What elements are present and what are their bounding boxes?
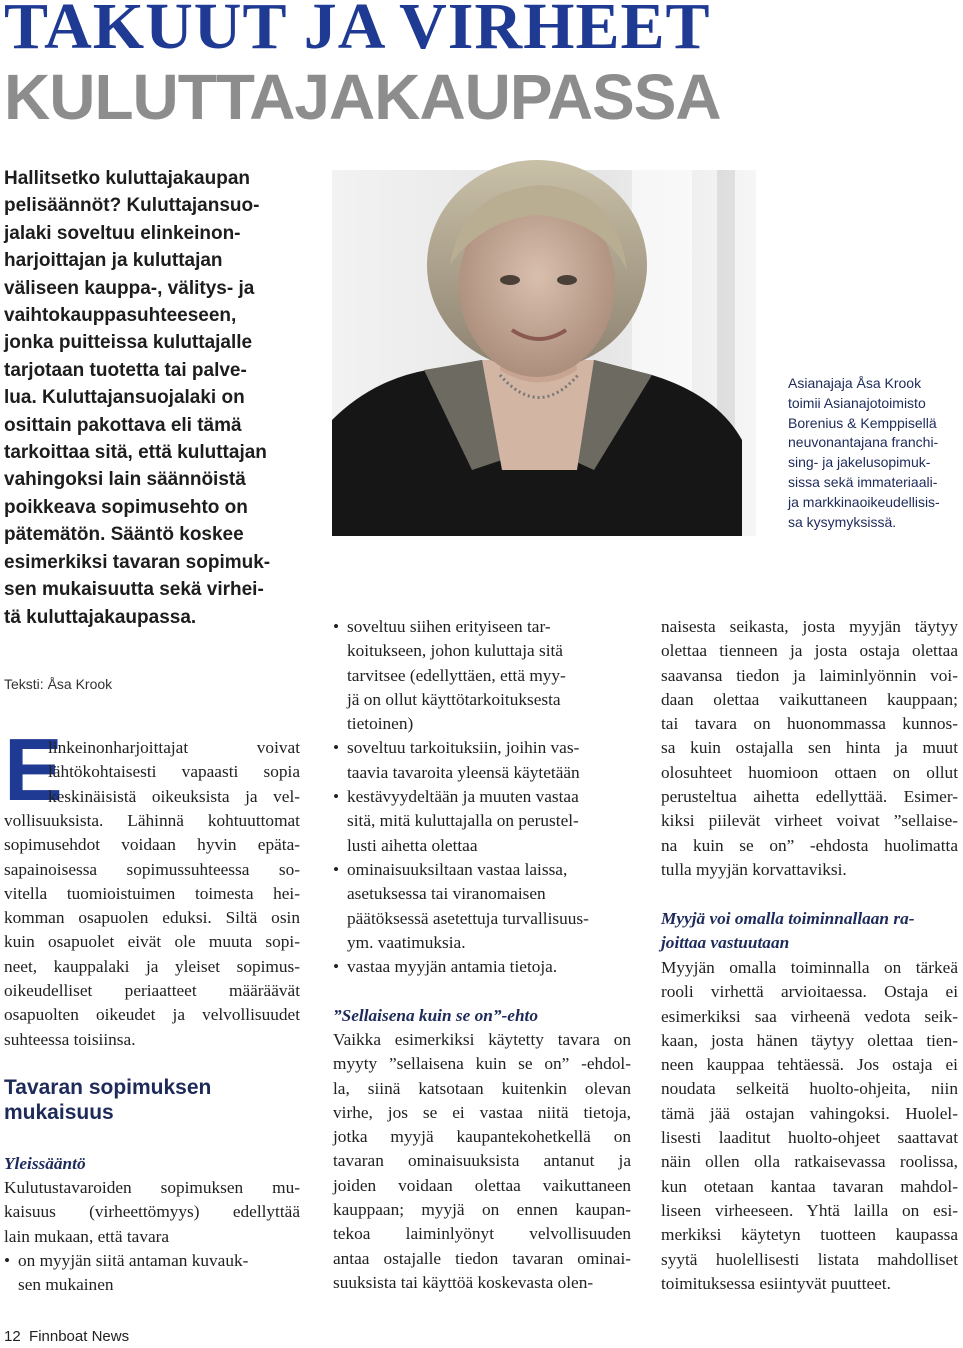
text-line: naisesta seikasta, josta myyjän täytyy: [661, 617, 958, 636]
text-line: • ominaisuuksiltaan vastaa laissa,: [347, 859, 568, 879]
text-line: tulla myyjän korvattaviksi.: [661, 859, 847, 879]
page-footer: [4, 1328, 129, 1345]
section1-paragraph: [4, 1176, 300, 1249]
text-line: • on myyjän siitä antaman kuvauk-: [18, 1251, 249, 1270]
text-line: osapuolten oikeudet ja velvollisuudet: [4, 1005, 300, 1025]
text-line: • soveltuu siihen erityiseen tar-: [347, 617, 551, 636]
text-line: tai tavara on huonommassa kunnos-: [661, 714, 958, 734]
right-paragraph-1: [661, 615, 958, 882]
text-line: Vaikka esimerkiksi käytetty tavara on: [333, 1030, 631, 1049]
text-line: sen mukaisuutta sekä virhei-: [4, 579, 264, 601]
text-line: ym. vaatimuksia.: [347, 932, 466, 952]
text-line: • soveltuu tarkoituksiin, joihin vas-: [347, 738, 580, 758]
text-line: sitä, mitä kuluttajalla on perustel-: [347, 811, 579, 831]
text-line: tietoinen): [347, 714, 414, 734]
intro-paragraph: [4, 809, 300, 1052]
text-line: • vastaa myyjän antamia tietoja.: [347, 957, 558, 977]
text-line: sa kysymyksissä.: [788, 513, 897, 530]
subheading-myyja: [661, 907, 914, 956]
text-line: taavia tavaroita yleensä käytetään: [347, 762, 580, 782]
bullet-item: [333, 785, 631, 858]
text-line: tarkoittaa sitä, että kuluttajan: [4, 442, 267, 464]
text-line: tarvitsee (edellyttäen, että myy-: [347, 665, 566, 685]
text-line: virhe, jos se ei vastaa niitä tietoja,: [333, 1102, 631, 1122]
text-line: tä kuluttajakaupassa.: [4, 606, 197, 628]
text-line: joittaa vastuutaan: [661, 933, 790, 953]
text-line: Tavaran sopimuksen: [4, 1076, 212, 1099]
page-number: 12: [4, 1328, 21, 1345]
text-line: neet, kauppalaki ja yleiset sopimus-: [4, 956, 300, 976]
article-title-line-1: TAKUUT JA VIRHEET: [4, 0, 711, 63]
bullet-item: [333, 955, 631, 979]
text-line: poikkeava sopimusehto on: [4, 496, 248, 518]
text-line: sa kuin ostajalla sen hinta ja muut: [661, 738, 958, 758]
text-line: myyty ”sellaisena kuin se on” -ehdol-: [333, 1054, 631, 1074]
text-line: keskinäisistä oikeuksista ja vel-: [48, 786, 300, 806]
text-line: liseen virheeseen. Yhtä lailla on esi-: [661, 1200, 958, 1220]
text-line: esimerkiksi saa virheenä vedota seik-: [661, 1006, 958, 1026]
text-line: väliseen kauppa-, välitys- ja: [4, 277, 255, 299]
text-line: sissa sekä immateriaali-: [788, 473, 938, 490]
drop-cap: E: [4, 720, 63, 819]
text-line: komman osapuolen eduksi. Siltä osin: [4, 908, 300, 928]
right-paragraph-2: [661, 956, 958, 1296]
text-line: jalaki soveltuu elinkeinon-: [4, 222, 241, 244]
text-line: osittain pakottava eli tämä: [4, 414, 242, 436]
text-line: • kestävyydeltään ja muuten vastaa: [347, 787, 579, 807]
publication-name: Finnboat News: [29, 1328, 130, 1345]
lead-paragraph: [4, 165, 299, 631]
text-line: vahingoksi lain säännöistä: [4, 469, 246, 491]
text-line: lain mukaan, että tavara: [4, 1226, 170, 1246]
text-line: jonka puitteissa kuluttajalle: [4, 332, 253, 354]
text-line: merkiksi käytetyn tuotteen kaupassa: [661, 1225, 958, 1245]
text-line: kauppaan; myyjä on ennen kaupan-: [333, 1200, 631, 1220]
text-line: vollisuuksista. Lähinnä kohtuuttomat: [4, 811, 300, 830]
text-line: kaisuus (virheettömyys) edellyttää: [4, 1202, 300, 1222]
text-line: Myyjän omalla toiminnalla on tärkeä: [661, 958, 958, 977]
text-line: tarjotaan tuotetta tai palve-: [4, 359, 247, 381]
text-line: suhteessa toisiinsa.: [4, 1029, 136, 1049]
portrait-image: [332, 170, 756, 536]
bullet-item: [333, 615, 631, 736]
text-line: daan olettaa vaikuttaneen kauppaan;: [661, 689, 958, 709]
text-line: esimerkiksi tavaran sopimuk-: [4, 551, 271, 573]
text-line: päätöksessä asetettuja turvallisuus-: [347, 908, 589, 928]
author-photo: [332, 170, 756, 536]
text-line: jotka myyjä kaupantekohetkellä on: [333, 1127, 631, 1147]
text-line: harjoittajan ja kuluttajan: [4, 250, 223, 272]
text-line: linkeinonharjoittajat voivat: [48, 738, 300, 757]
text-line: lua. Kuluttajansuojalaki on: [4, 387, 245, 409]
text-line: lisesti laaditut huolto-ohjeet saattavat: [661, 1128, 958, 1148]
text-line: asetuksessa tai viranomaisen: [347, 884, 546, 904]
text-line: pätemätön. Sääntö koskee: [4, 524, 244, 546]
bullet-item: [333, 736, 631, 785]
text-line: koitukseen, johon kuluttaja sitä: [347, 641, 563, 661]
intro-cap-lines: [48, 736, 300, 809]
text-line: na kuin se on” -ehdosta huolimatta: [661, 835, 958, 855]
text-line: oikeudelliset periaatteet määräävät: [4, 981, 300, 1001]
text-line: rooli virhettä arvioitaessa. Ostaja ei: [661, 982, 958, 1002]
middle-paragraph: [333, 1028, 631, 1295]
text-line: vitella tuomioistuimen toimesta hei-: [4, 883, 300, 903]
section-heading: [4, 1075, 211, 1125]
text-line: lusti aihetta olettaa: [347, 835, 478, 855]
text-line: sen mukainen: [18, 1275, 114, 1295]
text-line: Borenius & Kemppisellä: [788, 414, 937, 431]
subheading-sellaisena: ”Sellaisena kuin se on”-ehto: [333, 1006, 539, 1025]
text-line: Asianajaja Åsa Krook: [788, 375, 922, 391]
text-line: tekoa laiminlyönyt velvollisuuden: [333, 1224, 631, 1244]
text-line: näin ollen olla ratkaisevassa roolissa,: [661, 1152, 958, 1172]
text-line: tämä jää ostajan vahingoksi. Huolel-: [661, 1103, 958, 1123]
text-line: ja markkinaoikeudellisis-: [788, 493, 940, 510]
photo-caption: [788, 374, 963, 532]
text-line: jä on ollut käyttötarkoituksesta: [347, 689, 561, 709]
bullet-item: [4, 1249, 300, 1298]
section1-bullets: [4, 1249, 300, 1298]
text-line: toimituksessa esiintyvät puutteet.: [661, 1273, 891, 1293]
text-line: kuin osapuolet eivät ole muuta sopi-: [4, 932, 300, 952]
text-line: pelisäännöt? Kuluttajansuo-: [4, 195, 260, 217]
text-line: toimii Asianajotoimisto: [788, 394, 926, 411]
text-line: neuvonantajana franchi-: [788, 434, 939, 451]
byline: Teksti: Åsa Krook: [4, 676, 113, 692]
text-line: sapainoisessa sopimussuhteessa so-: [4, 859, 300, 879]
text-line: Kulutustavaroiden sopimuksen mu-: [4, 1178, 300, 1197]
text-line: perusteltua aihetta edellyttää. Esimer-: [661, 787, 958, 807]
text-line: olettaa tienneen ja josta ostaja olettaa: [661, 641, 958, 661]
text-line: antaa ostajalle tiedon tavaran ominai-: [333, 1248, 631, 1268]
text-line: sing- ja jakelusopimuk-: [788, 454, 931, 471]
middle-bullets: [333, 615, 631, 979]
text-line: Hallitsetko kuluttajakaupan: [4, 168, 251, 189]
text-line: vaihtokauppasuhteeseen,: [4, 305, 237, 327]
text-line: tavaran ominaisuuksista antanut ja: [333, 1151, 631, 1171]
text-line: saavansa tiedon ja laiminlyönnin voi-: [661, 665, 958, 685]
text-line: kun otetaan kantaa tavaran mahdol-: [661, 1176, 958, 1196]
text-line: suuksista tai käyttöä koskevasta olen-: [333, 1272, 594, 1292]
text-line: olosuhteet huomioon ottaen on ollut: [661, 762, 958, 782]
text-line: sopimusehdot voidaan hyvin epäta-: [4, 835, 300, 855]
text-line: joiden voidaan olettaa vaikuttaneen: [333, 1175, 631, 1195]
text-line: syytä huolellisesti listata mahdolliset: [661, 1249, 958, 1269]
text-line: noudata selkeitä huolto-ohjeita, niin: [661, 1079, 958, 1099]
text-line: Myyjä voi omalla toiminnallaan ra-: [661, 909, 915, 928]
text-line: neen kauppaa tehtäessä. Jos ostaja ei: [661, 1055, 958, 1075]
text-line: la, siinä katsotaan kuitenkin olevan: [333, 1078, 631, 1098]
bullet-item: [333, 858, 631, 955]
text-line: mukaisuus: [4, 1101, 114, 1124]
article-title-line-2: KULUTTAJAKAUPASSA: [4, 61, 721, 133]
text-line: kaan, josta hänen täytyy olettaa tien-: [661, 1030, 958, 1050]
text-line: lähtökohtaisesti vapaasti sopia: [48, 762, 300, 782]
text-line: kiksi piilevät virheet voivat ”sellaise-: [661, 811, 958, 831]
subheading-yleissaanto: Yleissääntö: [4, 1154, 86, 1173]
